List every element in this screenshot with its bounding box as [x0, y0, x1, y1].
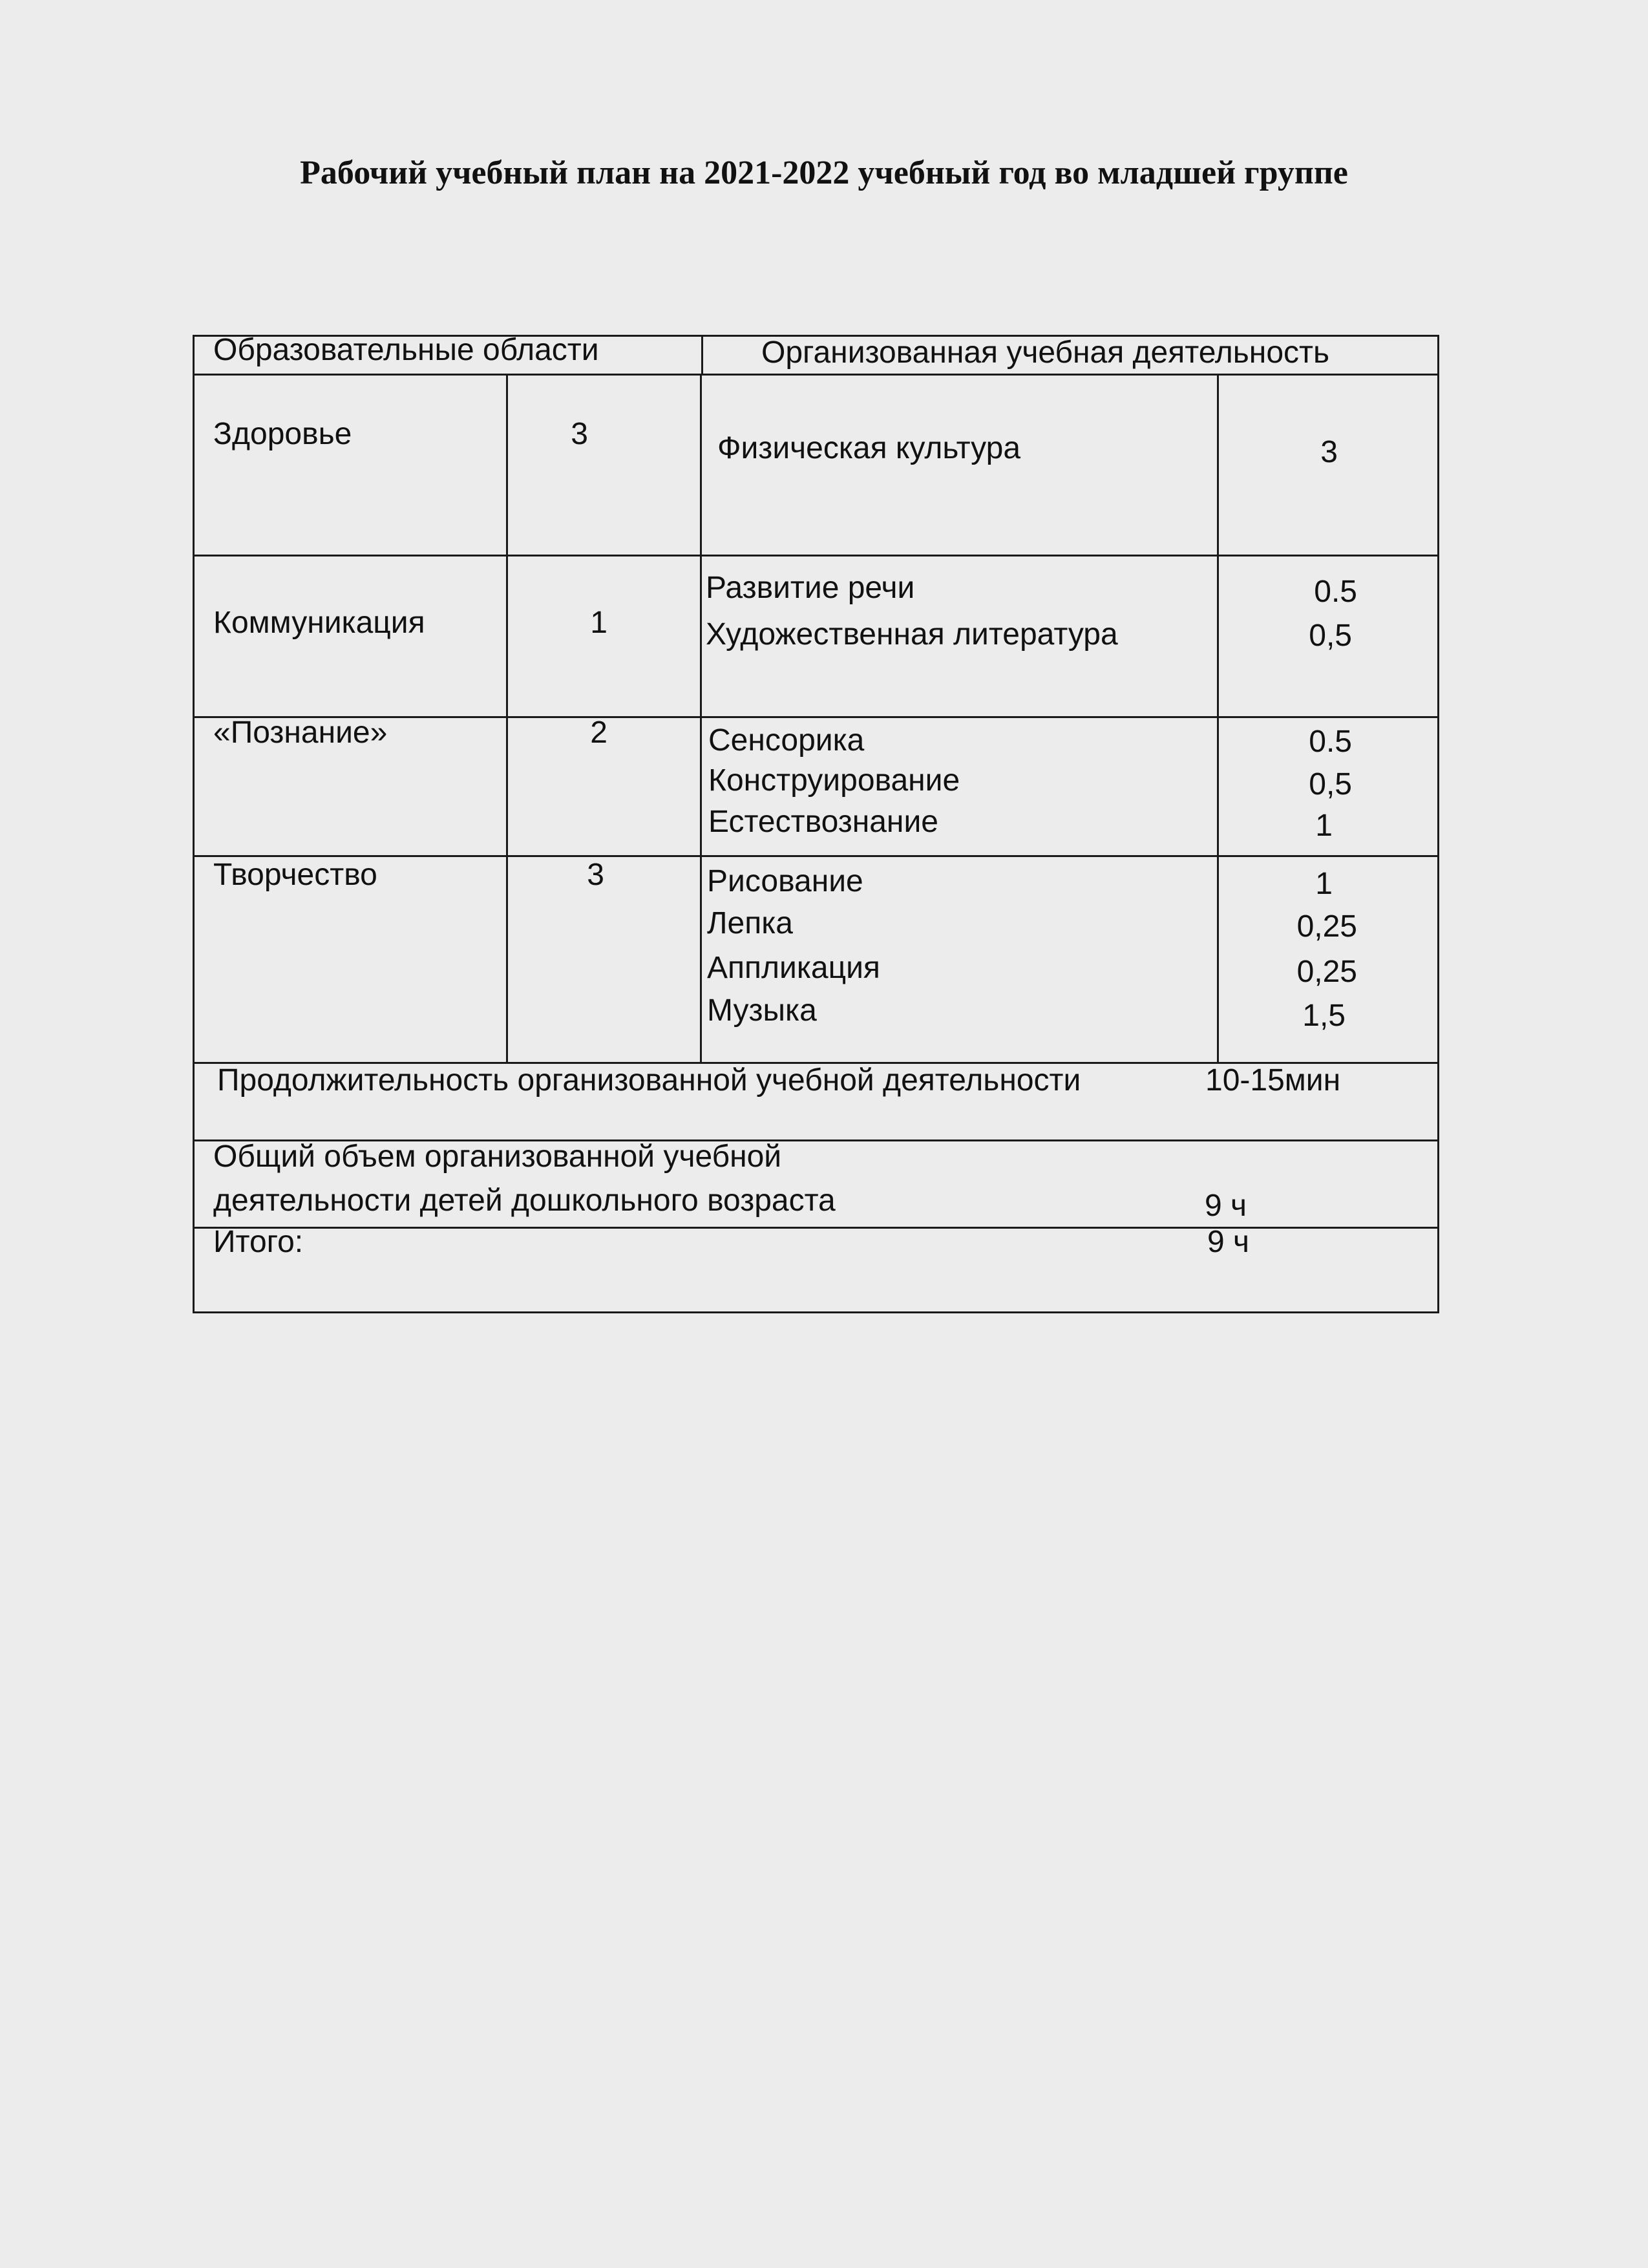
subject-drawing: Рисование: [707, 864, 863, 898]
subject-physical-culture: Физическая культура: [717, 431, 1021, 465]
total-label: Итого:: [213, 1225, 304, 1259]
subject-natural-science: Естествознание: [708, 805, 938, 839]
column-divider: [506, 374, 508, 1064]
page-title: Рабочий учебный план на 2021-2022 учебный год во младшей группе: [300, 154, 1348, 191]
area-creativity: Творчество: [213, 858, 377, 892]
value-literature: 0,5: [1309, 619, 1352, 653]
row-divider: [193, 855, 1439, 857]
value-drawing: 1: [1315, 867, 1333, 901]
subject-music: Музыка: [707, 993, 817, 1028]
table-border-right: [1437, 335, 1439, 1313]
subject-applique: Аппликация: [707, 951, 880, 985]
column-divider: [1217, 374, 1219, 1064]
value-applique: 0,25: [1296, 955, 1357, 989]
row-divider: [193, 1227, 1439, 1229]
value-modeling: 0,25: [1296, 909, 1357, 944]
hours-creativity: 3: [587, 858, 604, 892]
hours-communication: 1: [590, 606, 607, 640]
total-volume-value: 9 ч: [1205, 1189, 1247, 1223]
value-music: 1,5: [1302, 999, 1346, 1033]
value-natural-science: 1: [1315, 809, 1333, 843]
hours-cognition: 2: [590, 715, 607, 750]
value-physical-culture: 3: [1320, 435, 1338, 469]
duration-value: 10-15мин: [1205, 1063, 1341, 1097]
value-sensory: 0.5: [1309, 725, 1352, 759]
subject-speech: Развитие речи: [706, 571, 915, 605]
area-health: Здоровье: [213, 417, 352, 451]
total-volume-line-2: деятельности детей дошкольного возраста: [213, 1183, 836, 1218]
subject-modeling: Лепка: [707, 906, 793, 940]
header-divider: [701, 335, 703, 376]
subject-construction: Конструирование: [708, 763, 960, 798]
duration-label: Продолжительность организованной учебной деятельности: [217, 1063, 1081, 1097]
row-divider: [193, 555, 1439, 556]
hours-health: 3: [571, 417, 588, 451]
subject-sensory: Сенсорика: [708, 723, 865, 758]
header-activity: Организованная учебная деятельность: [761, 335, 1329, 370]
header-areas: Образовательные области: [213, 333, 599, 367]
total-volume-line-1: Общий объем организованной учебной: [213, 1139, 782, 1174]
subject-literature: Художественная литература: [706, 617, 1118, 652]
value-construction: 0,5: [1309, 767, 1352, 801]
column-divider: [700, 374, 702, 1064]
table-border-left: [193, 335, 195, 1313]
row-divider: [193, 374, 1439, 376]
total-value: 9 ч: [1207, 1225, 1250, 1259]
area-communication: Коммуникация: [213, 606, 425, 640]
table-border-bottom: [193, 1311, 1439, 1313]
area-cognition: «Познание»: [213, 715, 388, 750]
value-speech: 0.5: [1314, 575, 1357, 609]
